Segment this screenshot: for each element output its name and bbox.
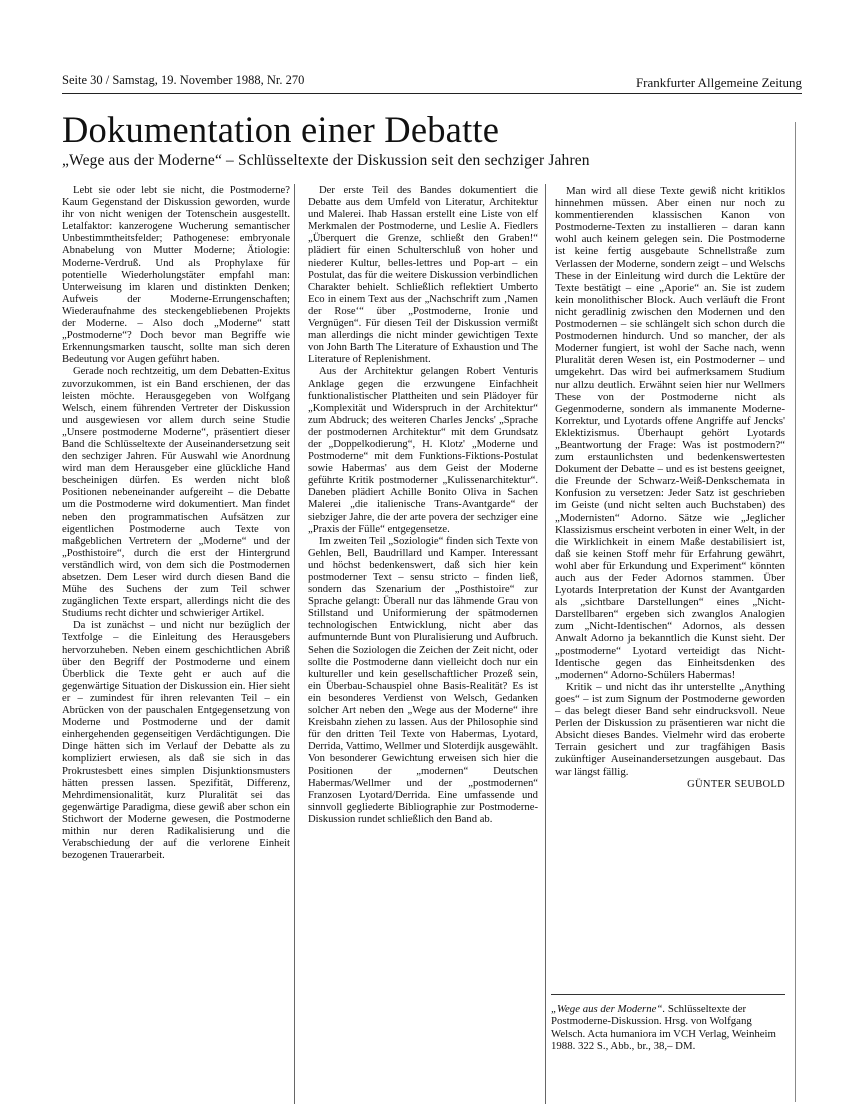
header-rule xyxy=(62,93,802,94)
book-info-box xyxy=(551,994,785,1052)
paragraph: Lebt sie oder lebt sie nicht, die Postmoderne? Kaum Gegenstand der Diskussion geworden, wurde ihr von nicht wenigen der Totenschein ausgestellt. Letalfaktor: kanzerogene Wucherung semantischer Unbestimmtheitsfelder; Pathogenese: embryonale Abnabelung von Mutter Moderne; Ätiologie: Moderne-Verdruß. Und als Prophylaxe für potentielle Wiederholungstäter empfahl man: Unterweisung im klaren und distinkten Denken; Aufweis der Moderne-Errungenschaften; Wiederaufnahme des steckengebliebenen Projekts der Moderne. – Also doch „Moderne“ statt „Postmoderne“? Doch bevor man Begriffe wie Erkennungsmarken tauscht, sollte man sich deren Bedeutung vor Augen geführt haben. xyxy=(62,185,290,366)
paragraph: Da ist zunächst – und nicht nur bezüglich der Textfolge – die Einleitung des Herausgebers hervorzuheben. Neben einem geschichtlichen Abriß über den Begriff der Postmoderne und einem Überblick die Texte geht er auch auf die gegenwärtige Situation der Diskussion ein. Hier sieht er – zumindest für ihren relevanten Teil – ein Abrücken von der pauschalen Entgegensetzung von Moderne und Postmoderne und der damit einhergehenden gegenseitigen Verdächtigungen. Die Dinge hätten sich im Verlauf der Debatte als zu kompliziert erwiesen, als daß sie sich in das Prokrustesbett eines simplen Disjunktionsmusters hätten pressen lassen. Spezifität, Differenz, Mehrdimensionalität, kurz Pluralität sei das gegenwärtige Paradigma, diese gewiß aber schon ein Stichwort der Moderne gewesen, die Postmoderne mithin nur deren Radikalisierung und die Verabschiedung der auf die verlorene Einheit bezogenen Trauerarbeit. xyxy=(62,620,290,862)
author-signature: GÜNTER SEUBOLD xyxy=(687,778,785,790)
paragraph: Gerade noch rechtzeitig, um dem Debatten-Exitus zuvorzukommen, ist ein Band erschienen, der das leisten möchte. Herausgegeben von Wolfgang Welsch, einem führenden Vertreter der Diskussion und ausgewiesen vor allem durch seine Studie „Unsere postmoderne Moderne“, präsentiert dieser Band die Schlüsseltexte der Auseinandersetzung seit den sechziger Jahren. Für Auswahl wie Anordnung wird man dem Herausgeber eine glückliche Hand bescheinigen dürfen. Es werden nicht bloß Positionen nebeneinander aufgereiht – die Debatte um die Postmoderne wird dokumentiert. Man findet neben den programmatischen Aufsätzen zur eigentlichen Postmoderne auch Texte von maßgeblichen Vertretern der „Moderne“ und der „Posthistoire“, durch die erst der Hintergrund verständlich wird, von dem sich die Postmodernen absetzen. Dem Leser wird durch diesen Band die Mühe des Suchens der zum Teil schwer zugänglichen Texte erspart, allerdings nicht die des Studiums recht dichter und schwieriger Artikel. xyxy=(62,366,290,620)
article-column-1 xyxy=(62,185,290,862)
article-subtitle: „Wege aus der Moderne“ – Schlüsseltexte der Diskussion seit den sechziger Jahren xyxy=(62,152,590,169)
paragraph: Aus der Architektur gelangen Robert Venturis Anklage gegen die erzwungene Einfachheit funktionalistischer Plattheiten und sein Plädoyer für „Komplexität und Widerspruch in der Architektur“ zum Abdruck; des weiteren Charles Jencks' „Sprache der postmodernen Architektur“ mit dem Grundsatz der „Doppelkodierung“, H. Klotz' „Moderne und Postmoderne“ mit dem Funktions-Fiktions-Postulat sowie Habermas' aus dem Geist der Moderne geführte Kritik postmoderner „Kulissenarchitektur“. Daneben plädiert Achille Bonito Oliva in Sachen Malerei „die italienische Trans-Avantgarde“ der siebziger Jahre, die der arte povera der sechziger eine „Praxis der Fülle“ entgegensetze. xyxy=(308,366,538,535)
column-divider xyxy=(545,184,546,1104)
paragraph: Im zweiten Teil „Soziologie“ finden sich Texte von Gehlen, Bell, Baudrillard und Kamper. Interessant und höchst bedenkenswert, daß sich hier kein postmoderner Text – sensu stricto – finden ließ, sondern das Szenarium der „Posthistoire“ zur Sprache gelangt: Überall nur das lähmende Grau von Stillstand und Uniformierung der spätmodernen technologischen Entwicklung, nicht aber das aufmunternde Bunt von Pluralisierung und Aufbruch. Sehen die Soziologen die Zeichen der Zeit nicht, oder sollte die Postmoderne dann vielleicht doch nur ein kultureller und kein gesellschaftlicher Prozeß sein, ein Überbau-Schauspiel ohne Basis-Realität? Es ist ein besonderes Verdienst von Welsch, Gedanken solcher Art neben den „Wege aus der Moderne“ ihre Kreisbahn ziehen zu lassen. Aus der Philosophie sind für den dritten Teil Texte von Habermas, Lyotard, Derrida, Vattimo, Wellmer und Sloterdijk ausgewählt. Von besonderer Gewichtung erweisen sich hier die Positionen der „modernen“ Deutschen Habermas/Wellmer und der „postmodernen“ Franzosen Lyotard/Derrida. Eine umfassende und sinnvoll gegliederte Bibliographie zur Postmoderne-Diskussion rundet schließlich den Band ab. xyxy=(308,535,538,825)
article-column-3 xyxy=(555,185,785,791)
paragraph: Der erste Teil des Bandes dokumentiert die Debatte aus dem Umfeld von Literatur, Architektur und Malerei. Ihab Hassan erstellt eine Liste von elf Merkmalen der Postmoderne, und Leslie A. Fiedlers „Überquert die Grenze, schließt den Graben!“ plädiert für einen Schulterschluß von hoher und niederer Kultur, belles-lettres und Pop-art – ein Postulat, das für die weitere Diskussion verbindlichen Charakter behielt. Schließlich reflektiert Umberto Eco in einem Text aus der „Nachschrift zum ‚Namen der Rose‘“ über „Postmoderne, Ironie und Vergnügen“. Für diesen Teil der Diskussion vermißt man allerdings die nicht minder gewichtigen Texte von John Barth The Literature of Exhaustion und The Literature of Replenishment. xyxy=(308,185,538,366)
paragraph: Man wird all diese Texte gewiß nicht kritiklos hinnehmen müssen. Aber einen nur noch zu kommentierenden klassischen Kanon von Postmoderne-Texten zu installieren – daran kann wohl auch keinem gelegen sein. Die Postmoderne ist keine fertig ausgebaute Schnellstraße zum Verlassen der Moderne, sondern zeigt – und Welschs These in der Einleitung wird durch die Lektüre der Texte bestätigt – eine „Aporie“ an. Sie ist zudem kein monolithischer Block. Auch verläuft die Front nicht geradlinig zwischen den Modernen und den Postmodernen – sie schlängelt sich schon durch die Postmodernen hindurch. Und so mancher, der als Moderner fungiert, ist wohl der Sache nach, wenn Pluralität deren Wesen ist, ein Postmoderner – und umgekehrt. Das wird bei aufmerksamem Studium nur allzu deutlich. Erwähnt seien hier nur Wellmers These von der Postmoderne nicht als Gegenmoderne, sondern als immanente Moderne-Korrektur, und Lyotards offene Angriffe auf Jencks' Eklektizismus. Überhaupt gehört Lyotards „Beantwortung der Frage: Was ist postmodern?“ zum erstaunlichsten und bedenkenswertesten Dokument der Debatte – und es ist bestens geeignet, die Freunde der Schwarz-Weiß-Denkschemata in Konfusion zu versetzen: Jeder Satz ist geschrieben im Geiste (und nicht selten auch Buchstaben) des „Modernisten“ Adorno. Sätze wie „Jeglicher Klassizismus erscheint verboten in einer Welt, in der die Wirklichkeit in einem Maße destabilisiert ist, daß sie keinen Stoff mehr für Erfahrung gewährt, wohl aber für Erkundung und Experiment“ könnten auch aus der Feder Adornos stammen. Über Lyotards Interpretation der Kunst der Avantgarden als „sichtbare Darstellungen“ eines „Nicht-Darstellbaren“ ergeben sich zwanglos Analogien zum „Nicht-Identischen“ Adornos, als dessen Anwalt Adorno ja bekanntlich die Kunst sieht. Der „postmoderne“ Lyotard verteidigt das Nicht-Identische gegen das Einheitsdenken des „modernen“ Adorno-Schülers Habermas! xyxy=(555,185,785,681)
article-column-2 xyxy=(308,185,538,826)
book-title: „Wege aus der Moderne“. xyxy=(551,1003,666,1015)
column-divider xyxy=(294,184,295,1104)
issue-line: Seite 30 / Samstag, 19. November 1988, Nr. 270 xyxy=(62,73,305,87)
newspaper-name: Frankfurter Allgemeine Zeitung xyxy=(635,75,802,90)
paragraph: Kritik – und nicht das ihr unterstellte „Anything goes“ – ist zum Signum der Postmoderne geworden – das belegt dieser Band sehr eindrucksvoll. Neue Perlen der Diskussion zu präsentieren war nicht die Absicht dieses Bandes. Vielmehr wird das eroberte Terrain gesichert und zur tragfähigen Basis zukünftiger Auseinandersetzungen ausgebaut. Das war längst fällig. xyxy=(555,680,785,778)
article-title: Dokumentation einer Debatte xyxy=(62,109,500,150)
page-edge-rule xyxy=(795,122,796,1102)
page-header xyxy=(62,73,802,93)
book-details: Schlüsseltexte der Postmoderne-Diskussion. Hrsg. von Wolfgang Welsch. Acta humaniora im VCH Verlag, Weinheim 1988. 322 S., Abb., br., 38,– DM. xyxy=(551,1003,776,1052)
